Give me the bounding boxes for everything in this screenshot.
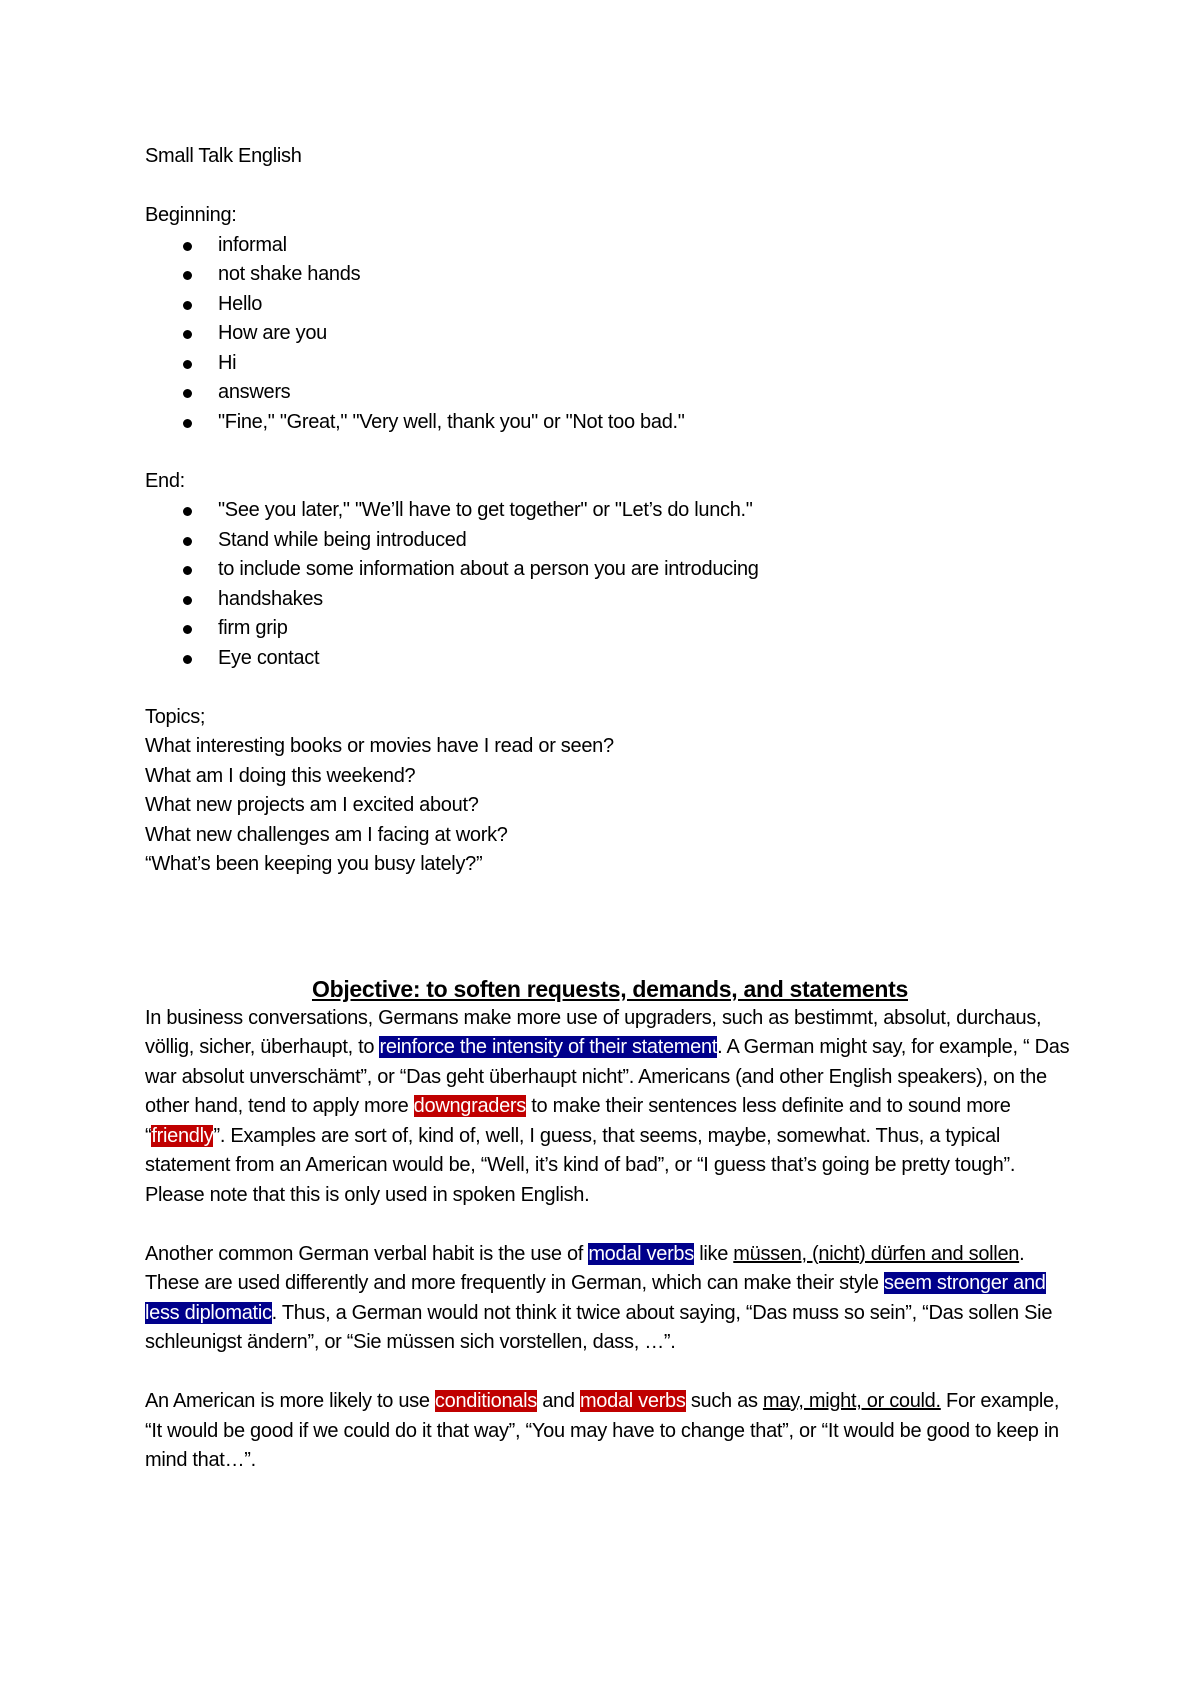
- list-item: firm grip: [145, 614, 1075, 644]
- topic-line: What am I doing this weekend?: [145, 764, 416, 787]
- bullet-icon: [183, 625, 192, 634]
- highlight-blue: modal verbs: [588, 1242, 694, 1265]
- bullet-icon: [183, 242, 192, 251]
- spacer: [145, 172, 1075, 202]
- end-heading: End:: [145, 469, 185, 492]
- bullet-icon: [183, 301, 192, 310]
- bullet-icon: [183, 419, 192, 428]
- spacer: [145, 1358, 1075, 1388]
- document-page: [145, 142, 1075, 1476]
- highlight-blue: reinforce the intensity of their statement: [379, 1036, 718, 1058]
- topics-heading: Topics;: [145, 705, 206, 728]
- end-list: [145, 496, 1075, 673]
- bullet-icon: [183, 655, 192, 664]
- highlight-blue: seem stronger and less diplomatic: [145, 1272, 1046, 1324]
- list-item: Eye contact: [145, 644, 1075, 674]
- topic-line: What new projects am I excited about?: [145, 794, 479, 816]
- topic-line: What new challenges am I facing at work?: [145, 823, 508, 846]
- list-item: handshakes: [145, 585, 1075, 615]
- underlined-text: may, might, or could.: [762, 1390, 941, 1412]
- spacer: [145, 1210, 1075, 1240]
- paragraph-american-conditionals: An American is more likely to use conditionals and modal verbs such as may, might, or could. For example, “It would be good if we could do it that way”, “You may have to change that”, or “It would be good to keep in mind that…”.: [145, 1390, 1060, 1471]
- highlight-red: friendly: [151, 1124, 214, 1147]
- list-item: "Fine," "Great," "Very well, thank you" or "Not too bad.": [145, 408, 1075, 438]
- bullet-icon: [183, 360, 192, 369]
- document-title: Small Talk English: [145, 145, 302, 167]
- bullet-icon: [183, 566, 192, 575]
- topic-line: “What’s been keeping you busy lately?”: [145, 853, 483, 875]
- bullet-icon: [183, 271, 192, 280]
- beginning-list: [145, 231, 1075, 438]
- list-item: "See you later," "We’ll have to get together" or "Let’s do lunch.": [145, 496, 1075, 526]
- list-item: How are you: [145, 319, 1075, 349]
- bullet-icon: [183, 596, 192, 605]
- list-item: answers: [145, 378, 1075, 408]
- spacer: [145, 437, 1075, 467]
- list-item: Stand while being introduced: [145, 526, 1075, 556]
- underlined-text: müssen, (nicht) dürfen and sollen: [733, 1242, 1020, 1265]
- list-item: not shake hands: [145, 260, 1075, 290]
- bullet-icon: [183, 330, 192, 339]
- paragraph-german-modal-verbs: Another common German verbal habit is the use of modal verbs like müssen, (nicht) dürfen and sollen. These are used differently and more frequently in German, which can make their style seem stronger and less diplomatic. Thus, a German would not think it twice about saying, “Das muss so sein”, “Das sollen Sie schleunigst ändern”, or “Sie müssen sich vorstellen, dass, …”.: [145, 1242, 1053, 1353]
- list-item: Hi: [145, 349, 1075, 379]
- list-item: to include some information about a person you are introducing: [145, 555, 1075, 585]
- paragraph-upgraders: In business conversations, Germans make more use of upgraders, such as bestimmt, absolut, durchaus, völlig, sicher, überhaupt, to reinforce the intensity of their statement. A German might say, for example, “ Das war absolut unverschämt”, or “Das geht überhaupt nicht”. Americans (and other English speakers), on the other hand, tend to apply more downgraders to make their sentences less definite and to sound more “friendly”. Examples are sort of, kind of, well, I guess, that seems, maybe, somewhat. Thus, a typical statement from an American would be, “Well, it’s kind of bad”, or “I guess that’s going be pretty tough”. Please note that this is only used in spoken English.: [145, 1006, 1070, 1206]
- beginning-heading: Beginning:: [145, 204, 237, 226]
- list-item: informal: [145, 231, 1075, 261]
- highlight-red: conditionals: [434, 1390, 537, 1412]
- topic-line: What interesting books or movies have I read or seen?: [145, 735, 614, 757]
- objective-heading: Objective: to soften requests, demands, and statements: [311, 975, 908, 1002]
- highlight-red: modal verbs: [579, 1390, 686, 1412]
- bullet-icon: [183, 389, 192, 398]
- list-item: Hello: [145, 290, 1075, 320]
- bullet-icon: [183, 507, 192, 516]
- bullet-icon: [183, 537, 192, 546]
- spacer: [145, 673, 1075, 703]
- highlight-red: downgraders: [413, 1095, 526, 1117]
